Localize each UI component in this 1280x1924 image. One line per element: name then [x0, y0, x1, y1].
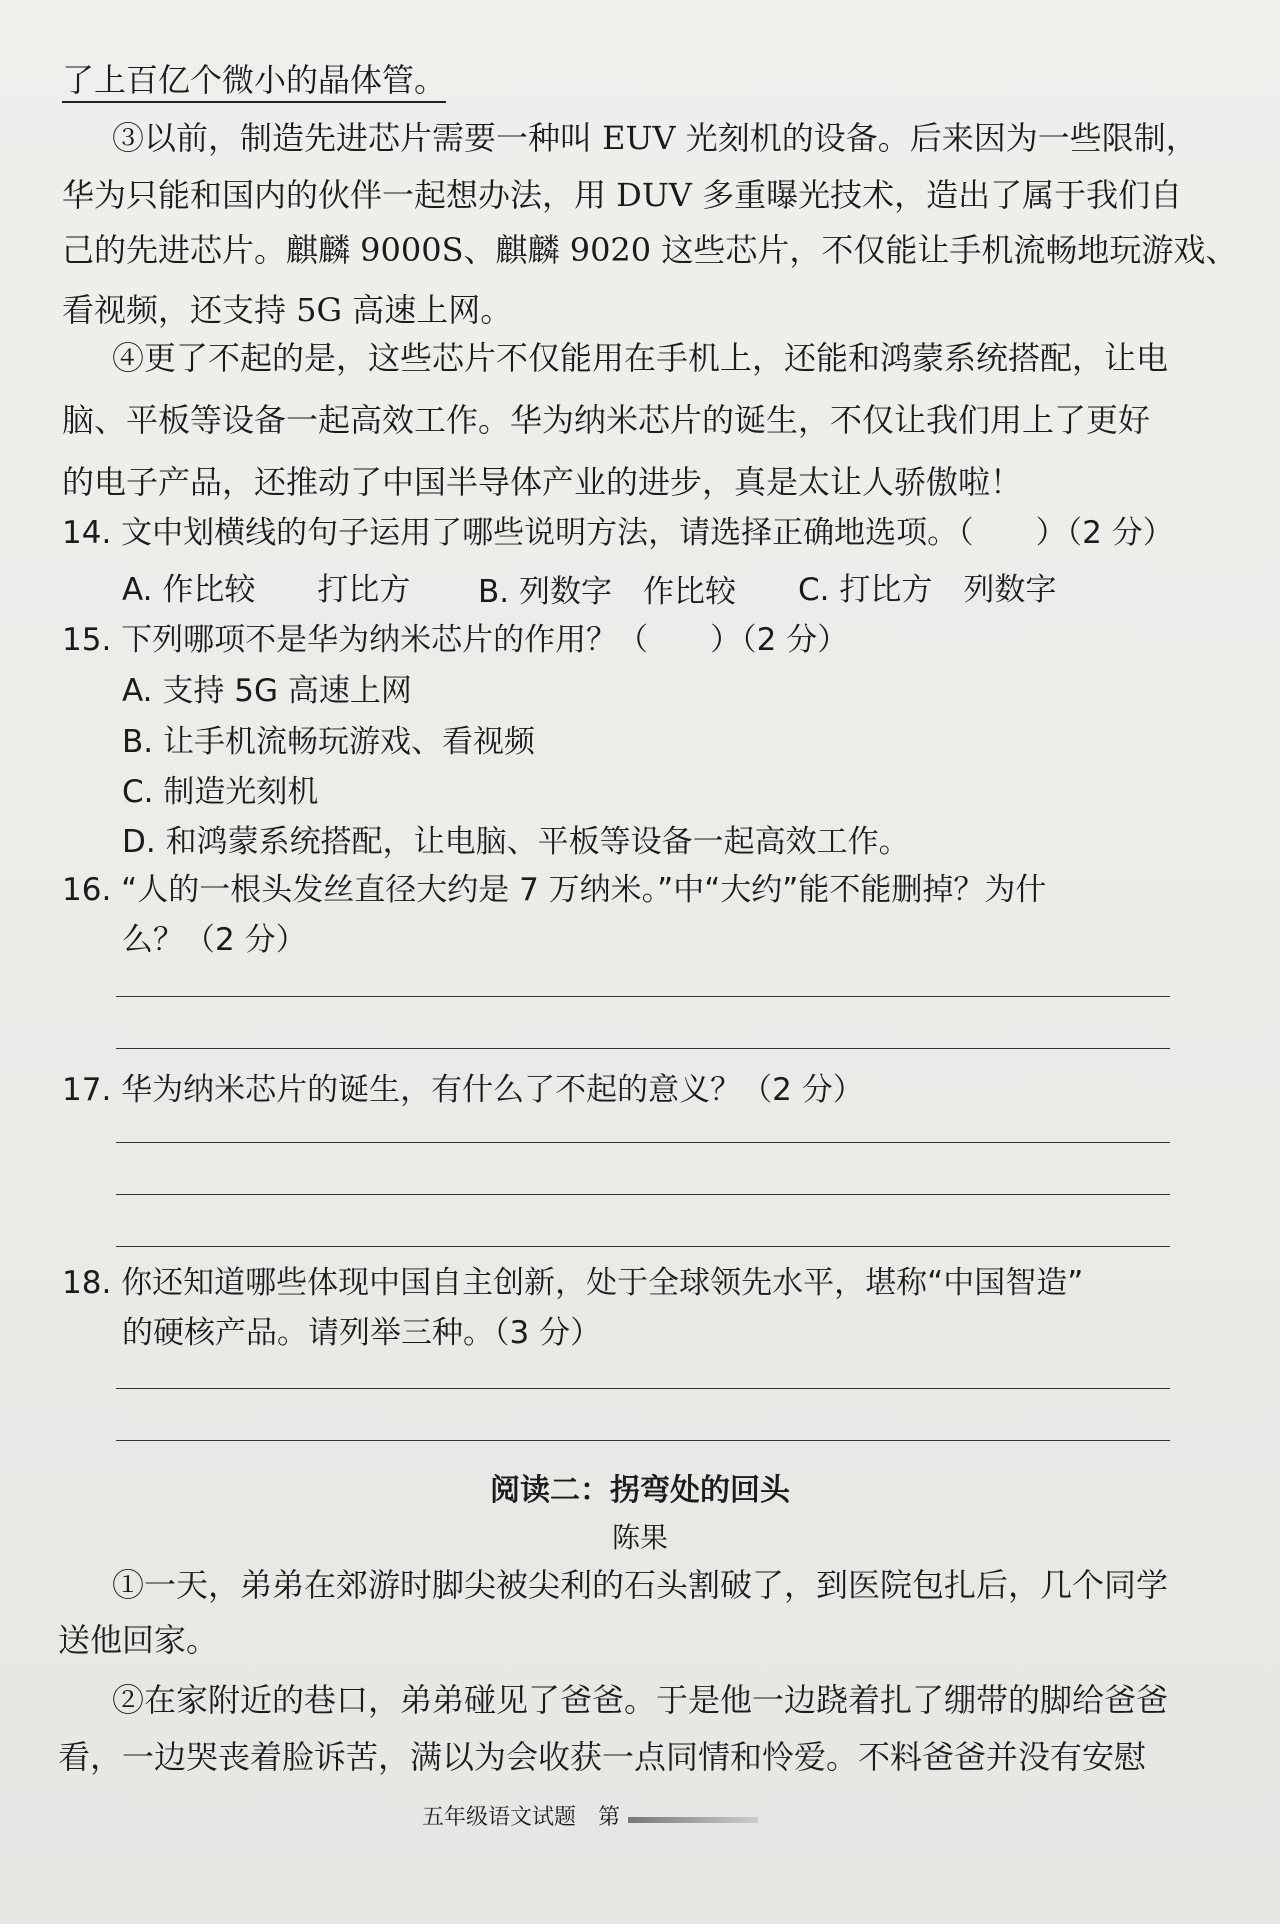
q16-stem-line-1: 16. “人的一根头发丝直径大约是 7 万纳米。”中“大约”能不能删掉？为什 [62, 872, 1047, 908]
q14-stem: 14. 文中划横线的句子运用了哪些说明方法，请选择正确地选项。（ ）（2 分） [62, 515, 1174, 551]
p2-para2-line-2: 看，一边哭丧着脸诉苦，满以为会收获一点同情和怜爱。不料爸爸并没有安慰 [58, 1738, 1147, 1776]
q14-option-b[interactable]: B. 列数字 作比较 [478, 574, 736, 610]
q15-stem: 15. 下列哪项不是华为纳米芯片的作用？（ ）（2 分） [62, 622, 849, 658]
q14-option-a[interactable]: A. 作比较 打比方 [122, 572, 411, 608]
p2-para1-line-1: ①一天，弟弟在郊游时脚尖被尖利的石头割破了，到医院包扎后，几个同学 [112, 1566, 1169, 1604]
q17-answer-line-2[interactable] [116, 1194, 1170, 1195]
p3-line-4: 看视频，还支持 5G 高速上网。 [62, 291, 513, 329]
q18-answer-line-1[interactable] [116, 1388, 1170, 1389]
p4-line-3: 的电子产品，还推动了中国半导体产业的进步，真是太让人骄傲啦！ [62, 463, 1023, 501]
q18-stem-line-1: 18. 你还知道哪些体现中国自主创新，处于全球领先水平，堪称“中国智造” [62, 1265, 1084, 1301]
q18-stem-line-2: 的硬核产品。请列举三种。（3 分） [122, 1315, 602, 1351]
q15-option-a[interactable]: A. 支持 5G 高速上网 [122, 673, 412, 709]
footer-label: 五年级语文试题 第 [422, 1805, 621, 1830]
q17-answer-line-1[interactable] [116, 1142, 1170, 1143]
passage2-title: 阅读二：拐弯处的回头 [490, 1473, 790, 1508]
p2-para1-line-2: 送他回家。 [58, 1621, 219, 1659]
q16-answer-line-1[interactable] [116, 996, 1170, 997]
underlined-sentence: 了上百亿个微小的晶体管。 [62, 61, 446, 103]
q15-option-b[interactable]: B. 让手机流畅玩游戏、看视频 [122, 724, 535, 760]
q18-answer-line-2[interactable] [116, 1440, 1170, 1441]
passage2-author: 陈果 [611, 1521, 668, 1554]
footer-page-number-blur [628, 1817, 758, 1823]
p4-line-1: ④更了不起的是，这些芯片不仅能用在手机上，还能和鸿蒙系统搭配，让电 [112, 339, 1169, 377]
p4-line-2: 脑、平板等设备一起高效工作。华为纳米芯片的诞生，不仅让我们用上了更好 [62, 401, 1151, 439]
p3-line-3: 己的先进芯片。麒麟 9000S、麒麟 9020 这些芯片，不仅能让手机流畅地玩游戏、 [62, 231, 1238, 269]
q17-answer-line-3[interactable] [116, 1246, 1170, 1247]
p2-para2-line-1: ②在家附近的巷口，弟弟碰见了爸爸。于是他一边跷着扎了绷带的脚给爸爸 [112, 1681, 1169, 1719]
q14-option-c[interactable]: C. 打比方 列数字 [798, 572, 1057, 608]
q15-option-d[interactable]: D. 和鸿蒙系统搭配，让电脑、平板等设备一起高效工作。 [122, 824, 910, 860]
footer [422, 1800, 758, 1831]
p3-line-1: ③以前，制造先进芯片需要一种叫 EUV 光刻机的设备。后来因为一些限制， [112, 119, 1198, 157]
intro-tail [62, 60, 446, 100]
q15-option-c[interactable]: C. 制造光刻机 [122, 774, 319, 810]
q17-stem: 17. 华为纳米芯片的诞生，有什么了不起的意义？（2 分） [62, 1072, 864, 1108]
q16-answer-line-2[interactable] [116, 1048, 1170, 1049]
q16-stem-line-2: 么？（2 分） [122, 922, 307, 958]
p3-line-2: 华为只能和国内的伙伴一起想办法，用 DUV 多重曝光技术，造出了属于我们自 [62, 176, 1183, 214]
